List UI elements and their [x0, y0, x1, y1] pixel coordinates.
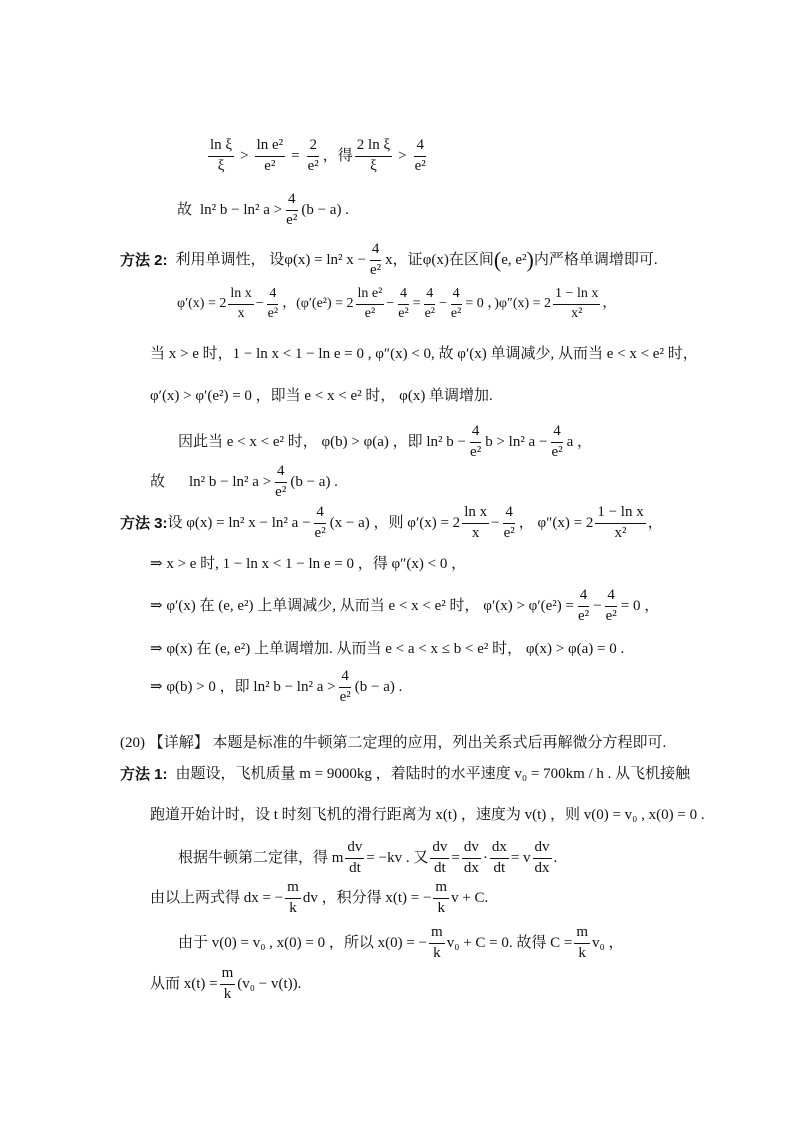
fraction: $\frac{4}{\text{e²}}$ [450, 286, 462, 321]
line-19: 由于 v(0) = v₀ , x(0) = 0 ，所以 x(0) = − $\frac{m}{k}$ v₀ + C = 0. 故得 C = $\frac{m}{k}$ v₀ ， [178, 924, 624, 961]
fraction: $\frac{\text{ln x}}{x}$ [230, 286, 252, 321]
line-1: $\frac{\text{ln ξ}}{\xi}$ > $\frac{\text{ln e²}}{\text{e²}}$ = $\frac{2}{\text{e²}}$ ，得 $\frac{\text{2 ln ξ}}{\xi}$ > $\frac{4}{\text{e²}}$ [210, 137, 426, 174]
fraction: $\frac{\text{1 − ln x}}{\text{x²}}$ [597, 504, 644, 541]
fraction: $\frac{m}{k}$ [221, 965, 234, 1002]
fraction: $\frac{\text{2 ln ξ}}{\xi}$ [356, 137, 391, 174]
line-13: ⇒ φ(b) > 0 ，即 ln² b − ln² a > $\frac{4}{\text{e²}}$ (b − a) . [150, 668, 403, 705]
fraction: $\frac{dx}{dt}$ [491, 839, 507, 876]
line-9: 方法 3: 设 φ(x) = ln² x − ln² a − $\frac{4}{\text{e²}}$ (x − a) ，则 φ′(x) = 2 $\frac{\text{ln x}}{x}$ − $\frac{4}{\text{e²}}$ ， φ″(x) = 2 $\frac{\text{1 − ln x}}{\text{x²}}$ ， [120, 504, 663, 541]
fraction: $\frac{dv}{dx}$ [463, 839, 479, 876]
line-2: 故 ln² b − ln² a > $\frac{4}{\text{e²}}$ (b − a) . [177, 191, 349, 228]
line-20: 从而 x(t) = $\frac{m}{k}$ (v₀ − v(t)). [150, 965, 302, 1002]
fraction: $\frac{4}{\text{e²}}$ [424, 286, 436, 321]
fraction: $\frac{2}{\text{e²}}$ [307, 137, 319, 174]
fraction: $\frac{\text{ln e²}}{\text{e²}}$ [256, 137, 284, 174]
fraction: $\frac{4}{\text{e²}}$ [503, 504, 515, 541]
line-15: 方法 1: 由题设，飞机质量 m = 9000kg ，着陆时的水平速度 v₀ = 700km / h . 从飞机接触 [120, 766, 691, 783]
fraction: $\frac{\text{ln e²}}{\text{e²}}$ [357, 286, 383, 321]
fraction: $\frac{4}{\text{e²}}$ [470, 423, 482, 460]
fraction: $\frac{m}{k}$ [431, 924, 443, 961]
fraction: $\frac{\text{1 − ln x}}{\text{x²}}$ [555, 286, 599, 321]
line-10: ⇒ x > e 时, 1 − ln x < 1 − ln e = 0 ，得 φ″(x) < 0 ， [150, 556, 467, 572]
fraction: $\frac{dv}{dt}$ [432, 839, 448, 876]
fraction: $\frac{\text{ln x}}{x}$ [464, 504, 488, 541]
fraction: $\frac{m}{k}$ [287, 879, 299, 916]
fraction: $\frac{m}{k}$ [576, 924, 589, 961]
line-4: φ′(x) = 2 $\frac{\text{ln x}}{x}$ − $\frac{4}{\text{e²}}$ ，( φ′(e²) = 2 $\frac{\text{ln e²}}{\text{e²}}$ − $\frac{4}{\text{e²}}$ = $\frac{4}{\text{e²}}$ − $\frac{4}{\text{e²}}$ = 0 ，) φ″(x) = 2 $\frac{\text{1 − ln x}}{\text{x²}}$ ， [177, 286, 617, 321]
line-12: ⇒ φ(x) 在 (e, e²) 上单调增加. 从而当 e < a < x ≤ b < e² 时， φ(x) > φ(a) = 0 . [150, 641, 625, 657]
fraction: $\frac{4}{\text{e²}}$ [398, 286, 409, 321]
fraction: $\frac{4}{\text{e²}}$ [577, 587, 590, 624]
fraction: $\frac{4}{\text{e²}}$ [370, 241, 382, 278]
fraction: $\frac{4}{\text{e²}}$ [551, 423, 563, 460]
fraction: $\frac{dv}{dx}$ [534, 839, 550, 876]
fraction: $\frac{4}{\text{e²}}$ [314, 504, 326, 541]
method-label: 方法 3: [120, 514, 168, 532]
fraction: $\frac{4}{\text{e²}}$ [605, 587, 617, 624]
fraction: $\frac{dv}{dt}$ [347, 839, 363, 876]
line-16: 跑道开始计时，设 t 时刻飞机的滑行距离为 x(t) ，速度为 v(t) ，则 v(0) = v₀ , x(0) = 0 . [150, 807, 705, 823]
fraction: $\frac{\text{ln ξ}}{\xi}$ [210, 137, 233, 174]
method-label: 方法 1: [120, 766, 168, 783]
method-label: 方法 2: [120, 251, 168, 269]
line-8: 故 ln² b − ln² a > $\frac{4}{\text{e²}}$ (b − a) . [150, 463, 338, 500]
fraction: $\frac{4}{\text{e²}}$ [275, 463, 287, 500]
fraction: $\frac{4}{\text{e²}}$ [267, 286, 279, 321]
line-17: 根据牛顿第二定律，得 m $\frac{dv}{dt}$ = −kv . 又 $\frac{dv}{dt}$ = $\frac{dv}{dx}$ · $\frac{dx}{dt}$ = v $\frac{dv}{dx}$ . [178, 839, 558, 876]
fraction: $\frac{4}{\text{e²}}$ [286, 191, 298, 228]
line-7: 因此当 e < x < e² 时， φ(b) > φ(a) ，即 ln² b − $\frac{4}{\text{e²}}$ b > ln² a − $\frac{4}{\text{e²}}$ a ， [178, 423, 593, 460]
section-heading: (20) 【详解】 本题是标准的牛顿第二定理的应用，列出关系式后再解微分方程即可. [120, 735, 667, 751]
line-11: ⇒ φ′(x) 在 (e, e²) 上单调减少, 从而当 e < x < e² 时， φ′(x) > φ′(e²) = $\frac{4}{\text{e²}}$ − $\frac{4}{\text{e²}}$ = 0 ， [150, 587, 660, 624]
fraction: $\frac{m}{k}$ [435, 879, 448, 916]
line-6: φ′(x) > φ′(e²) = 0 ，即当 e < x < e² 时， φ(x) 单调增加. [150, 388, 493, 404]
fraction: $\frac{4}{\text{e²}}$ [339, 668, 351, 705]
line-3: 方法 2: 利用单调性， 设 φ(x) = ln² x − $\frac{4}{\text{e²}}$ x ，证 φ(x) 在区间 ( e, e² ) 内严格单调增即可. [120, 241, 658, 278]
fraction: $\frac{4}{\text{e²}}$ [414, 137, 426, 174]
line-18: 由以上两式得 dx = − $\frac{m}{k}$ dv ，积分得 x(t) = − $\frac{m}{k}$ v + C. [150, 879, 489, 916]
line-5: 当 x > e 时，1 − ln x < 1 − ln e = 0 , φ″(x) < 0, 故 φ′(x) 单调减少, 从而当 e < x < e² 时， [150, 346, 698, 362]
